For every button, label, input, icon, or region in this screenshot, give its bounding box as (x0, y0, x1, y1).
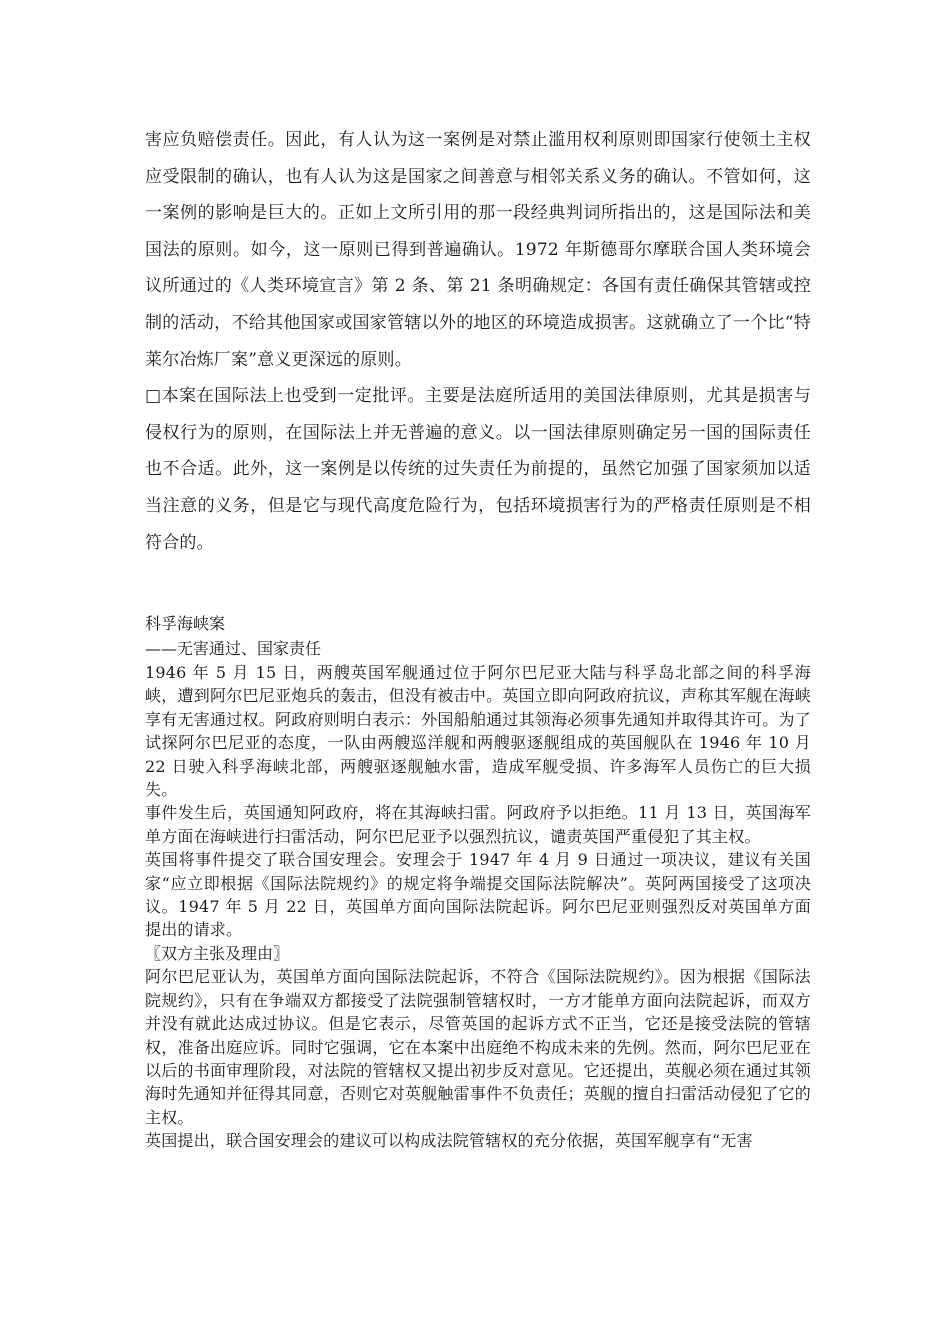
continued-text-section (145, 122, 811, 561)
paragraph: □本案在国际法上也受到一定批评。主要是法庭所适用的美国法律原则，尤其是损害与侵权行为的原则，在国际法上并无普遍的意义。以一国法律原则确定另一国的国际责任也不合适。此外，这一案例是以传统的过失责任为前提的，虽然它加强了国家须加以适当注意的义务，但是它与现代高度危险行为，包括环境损害行为的严格责任原则是不相符合的。 (145, 386, 811, 553)
paragraph: 阿尔巴尼亚认为，英国单方面向国际法院起诉，不符合《国际法院规约》。因为根据《国际法院规约》，只有在争端双方都接受了法院强制管辖权时，一方才能单方面向法院起诉，而双方并没有就此达成过协议。但是它表示，尽管英国的起诉方式不正当，它还是接受法院的管辖权，准备出庭应诉。同时它强调，它在本案中出庭绝不构成未来的先例。然而，阿尔巴尼亚在以后的书面审理阶段，对法院的管辖权又提出初步反对意见。它还提出，英舰必须在通过其领海时先通知并征得其同意，否则它对英舰触雷事件不负责任；英舰的擅自扫雷活动侵犯了它的主权。 (145, 967, 811, 1127)
case-subtitle: ——无害通过、国家责任 (145, 639, 322, 658)
case-title: 科孚海峡案 (145, 614, 226, 633)
case-section (145, 611, 811, 1153)
paragraph: 害应负赔偿责任。因此，有人认为这一案例是对禁止滥用权利原则即国家行使领土主权应受限制的确认，也有人认为这是国家之间善意与相邻关系义务的确认。不管如何，这一案例的影响是巨大的。正如上文所引用的那一段经典判词所指出的，这是国际法和美国法的原则。如今，这一原则已得到普遍确认。1972 年斯德哥尔摩联合国人类环境会议所通过的《人类环境宣言》第 2 条、第 21 条明确规定：各国有责任确保其管辖或控制的活动，不给其他国家或国家管辖以外的地区的环境造成损害。这就确立了一个比“特莱尔冶炼厂案”意义更深远的原则。 (145, 130, 811, 370)
section-heading: 〖双方主张及理由〗 (145, 943, 290, 963)
paragraph: 1946 年 5 月 15 日，两艘英国军舰通过位于阿尔巴尼亚大陆与科孚岛北部之间的科孚海峡，遭到阿尔巴尼亚炮兵的轰击，但没有被击中。英国立即向阿政府抗议，声称其军舰在海峡享有无害通过权。阿政府则明白表示：外国船舶通过其领海必须事先通知并取得其许可。为了试探阿尔巴尼亚的态度，一队由两艘巡洋舰和两艘驱逐舰组成的英国舰队在 1946 年 10 月 22 日驶入科孚海峡北部，两艘驱逐舰触水雷，造成军舰受损、许多海军人员伤亡的巨大损失。 (145, 663, 811, 800)
paragraph: 事件发生后，英国通知阿政府，将在其海峡扫雷。阿政府予以拒绝。11 月 13 日，英国海军单方面在海峡进行扫雷活动，阿尔巴尼亚予以强烈抗议，谴责英国严重侵犯了其主权。 (145, 803, 811, 846)
paragraph: 英国将事件提交了联合国安理会。安理会于 1947 年 4 月 9 日通过一项决议，建议有关国家“应立即根据《国际法院规约》的规定将争端提交国际法院解决”。英阿两国接受了这项决议。1947 年 5 月 22 日，英国单方面向国际法院起诉。阿尔巴尼亚则强烈反对英国单方面提出的请求。 (145, 850, 811, 940)
paragraph: 英国提出，联合国安理会的建议可以构成法院管辖权的充分依据，英国军舰享有“无害 (145, 1131, 753, 1151)
